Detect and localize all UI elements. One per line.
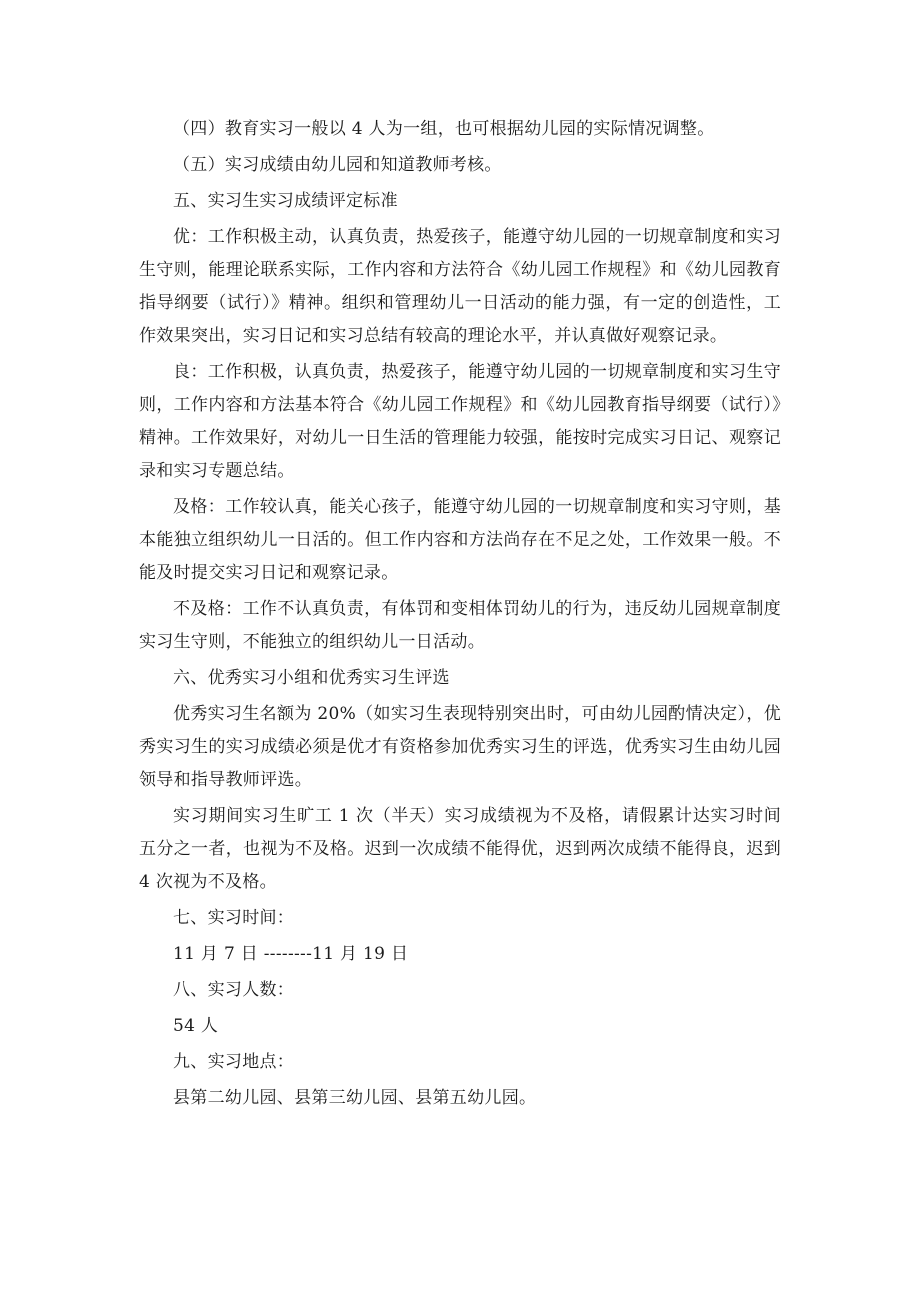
grade-excellent-paragraph: 优：工作积极主动，认真负责，热爱孩子，能遵守幼儿园的一切规章制度和实习生守则，能理论联系实际，工作内容和方法符合《幼儿园工作规程》和《幼儿园教育指导纲要（试行）》精神。组织和管理幼儿一日活动的能力强，有一定的创造性，工作效果突出，实习日记和实习总结有较高的理论水平，并认真做好观察记录。 — [139, 227, 781, 346]
section-7-heading: 七、实习时间： — [173, 908, 295, 928]
section-8-heading: 八、实习人数： — [173, 980, 295, 1000]
grade-pass-paragraph: 及格：工作较认真，能关心孩子，能遵守幼儿园的一切规章制度和实习守则，基本能独立组织幼儿一日活的。但工作内容和方法尚存在不足之处，工作效果一般。不能及时提交实习日记和观察记录。 — [139, 497, 781, 583]
item-4-paragraph: （四）教育实习一般以 4 人为一组，也可根据幼儿园的实际情况调整。 — [173, 119, 715, 139]
intern-count: 54 人 — [173, 1016, 219, 1036]
grade-fail-paragraph: 不及格：工作不认真负责，有体罚和变相体罚幼儿的行为，违反幼儿园规章制度实习生守则，不能独立的组织幼儿一日活动。 — [139, 599, 781, 652]
section-6-body-paragraph-2: 实习期间实习生旷工 1 次（半天）实习成绩视为不及格，请假累计达实习时间五分之一者，也视为不及格。迟到一次成绩不能得优，迟到两次成绩不能得良，迟到 4 次视为不及格。 — [139, 806, 781, 892]
item-5-paragraph: （五）实习成绩由幼儿园和知道教师考核。 — [173, 155, 502, 175]
internship-locations: 县第二幼儿园、县第三幼儿园、县第五幼儿园。 — [173, 1088, 537, 1108]
section-6-body-paragraph-1: 优秀实习生名额为 20%（如实习生表现特别突出时，可由幼儿园酌情决定），优秀实习生的实习成绩必须是优才有资格参加优秀实习生的评选，优秀实习生由幼儿园领导和指导教师评选。 — [139, 704, 781, 790]
document-page — [139, 113, 781, 1118]
section-9-heading: 九、实习地点： — [173, 1052, 295, 1072]
internship-dates: 11 月 7 日 --------11 月 19 日 — [173, 944, 409, 964]
section-6-heading: 六、优秀实习小组和优秀实习生评选 — [173, 668, 450, 688]
grade-good-paragraph: 良：工作积极，认真负责，热爱孩子，能遵守幼儿园的一切规章制度和实习生守则，工作内容和方法基本符合《幼儿园工作规程》和《幼儿园教育指导纲要（试行）》精神。工作效果好，对幼儿一日生活的管理能力较强，能按时完成实习日记、观察记录和实习专题总结。 — [139, 362, 781, 481]
section-5-heading: 五、实习生实习成绩评定标准 — [173, 191, 398, 211]
